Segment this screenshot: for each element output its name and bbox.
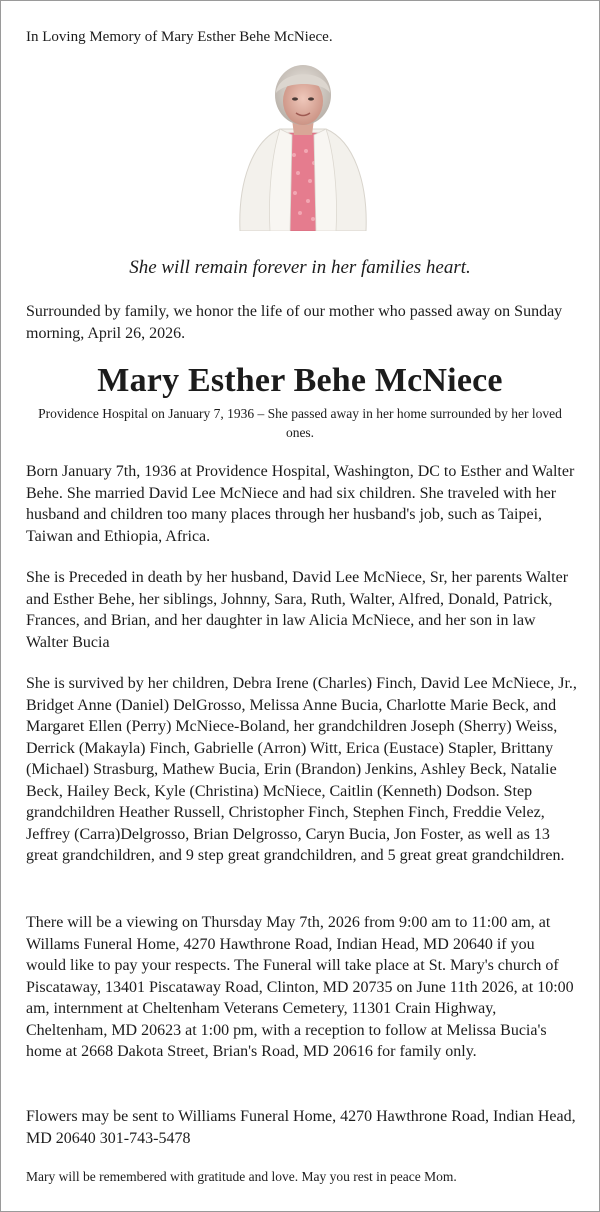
flowers-paragraph: Flowers may be sent to Williams Funeral Home, 4270 Hawthrone Road, Indian Head, MD 20640 301-743-5478 [26, 1108, 576, 1147]
portrait-photo-icon [230, 63, 376, 231]
biography-paragraph: Born January 7th, 1936 at Providence Hospital, Washington, DC to Esther and Walter Behe. She married David Lee McNiece and had six children. She traveled with her husband and children too many places through her husband's job, such as Taipei, Taiwan and Ethiopia, Africa. [26, 463, 575, 545]
service-details-paragraph: There will be a viewing on Thursday May 7th, 2026 from 9:00 am to 11:00 am, at Willams Funeral Home, 4270 Hawthrone Road, Indian Head, MD 20640 if you would like to pay your respects. The Funeral will take place at St. Mary's church of Piscataway, 13401 Piscataway Road, Clinton, MD 20735 on June 11th 2026, at 10:00 am, internment at Cheltenham Veterans Cemetery, 11301 Crain Highway, Cheltenham, MD 20623 at 1:00 pm, with a reception to follow at Melissa Bucia's home at 2668 Dakota Street, Brian's Road, MD 20616 for family only. [26, 914, 574, 1060]
memorial-header: In Loving Memory of Mary Esther Behe McNiece. [26, 29, 333, 45]
portrait-photo [230, 63, 376, 231]
memorial-tagline: She will remain forever in her families heart. [129, 257, 471, 278]
survived-by-paragraph: She is survived by her children, Debra Irene (Charles) Finch, David Lee McNiece, Jr., Bridget Anne (Daniel) DelGrosso, Melissa Anne Bucia, Charlotte Marie Beck, and Margaret Ellen (Perry) McNiece-Boland, her grandchildren Joseph (Sherry) Weiss, Derrick (Makayla) Finch, Gabrielle (Arron) Witt, Erica (Eustace) Stapler, Brittany (Michael) Strasburg, Mathew Bucia, Erin (Brandon) Jenkins, Ashley Beck, Natalie Beck, Hailey Beck, Kyle (Christina) McNiece, Caitlin (Kenneth) Dodson. Step grandchildren Heather Russell, Christopher Finch, Stephen Finch, Freddie Velez, Jeffrey (Carra)Delgrosso, Brian Delgrosso, Caryn Bucia, Jon Foster, as well as 13 great grandchildren, and 9 step great grandchildren, and 5 great great grandchildren. [26, 675, 577, 864]
name-subtitle: Providence Hospital on January 7, 1936 – She passed away in her home surrounded by her loved ones. [38, 406, 562, 440]
intro-paragraph: Surrounded by family, we honor the life of our mother who passed away on Sunday morning, April 26, 2026. [26, 303, 563, 342]
closing-line: Mary will be remembered with gratitude and love. May you rest in peace Mom. [26, 1169, 457, 1184]
preceded-in-death-paragraph: She is Preceded in death by her husband, David Lee McNiece, Sr, her parents Walter and Esther Behe, her siblings, Johnny, Sara, Ruth, Walter, Alfred, Donald, Patrick, Frances, and Brian, and her daughter in law Alicia McNiece, and her son in law Walter Bucia [26, 569, 569, 651]
deceased-name: Mary Esther Behe McNiece [97, 362, 503, 399]
